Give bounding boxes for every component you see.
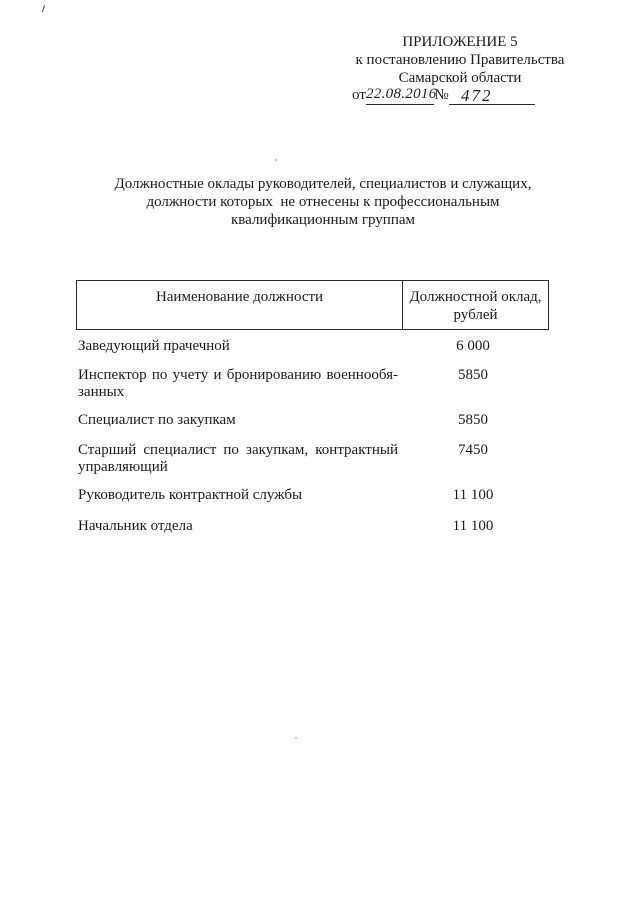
position-name (78, 338, 398, 355)
salary-value: 11 100 (452, 518, 494, 534)
salary-value: 5850 (458, 412, 488, 428)
appendix-decree-line: к постановлению Правительства (355, 52, 565, 68)
salary-value: 7450 (458, 442, 488, 458)
appendix-region-line: Самарской области (398, 70, 522, 86)
position-name-line: Руководитель контрактной службы (78, 487, 303, 503)
position-name-line: Заведующий прачечной (78, 338, 230, 354)
position-name-line: занных (78, 384, 125, 400)
header-salary-line: рублей (453, 307, 498, 323)
handwritten-number: 472 (449, 87, 535, 105)
appendix-title: ПРИЛОЖЕНИЕ 5 (402, 34, 518, 50)
table-row (78, 518, 548, 535)
position-name-line: управляющий (78, 459, 168, 475)
position-name (78, 412, 398, 429)
salary-value: 5850 (458, 367, 488, 383)
scan-mark (295, 737, 297, 739)
table-row (78, 412, 548, 429)
scan-mark (42, 5, 45, 12)
number-sign: № (434, 87, 449, 103)
table-row (78, 487, 548, 504)
position-name (78, 442, 398, 476)
header-position-name: Наименование должности (77, 281, 403, 329)
salary-table-header (76, 280, 549, 330)
salary-value: 11 100 (452, 487, 494, 503)
heading-line: Должностные оклады руководителей, специалистов и служащих, (114, 176, 532, 192)
position-name-line: Специалист по закупкам (78, 412, 236, 428)
position-name-line: Начальник отдела (78, 518, 193, 534)
table-row (78, 338, 548, 355)
header-salary (403, 281, 548, 329)
document-heading (98, 175, 548, 229)
heading-line: должности которых не отнесены к профессиональным (146, 194, 500, 210)
position-name (78, 518, 398, 535)
header-salary-line: Должностной оклад, (409, 289, 542, 305)
table-row (78, 442, 548, 475)
heading-line: квалификационным группам (230, 212, 416, 228)
position-name (78, 487, 398, 504)
date-prefix: от (352, 87, 366, 103)
table-row (78, 367, 548, 400)
position-name-line: Инспектор по учету и бронированию военнообя- (78, 367, 398, 383)
salary-value: 6 000 (456, 338, 490, 354)
appendix-block (340, 33, 580, 87)
position-name (78, 367, 398, 401)
appendix-date-line (352, 86, 535, 105)
handwritten-date: 22.08.2016 (366, 86, 434, 105)
scan-mark (275, 159, 277, 161)
position-name-line: Старший специалист по закупкам, контрактный (78, 442, 398, 458)
